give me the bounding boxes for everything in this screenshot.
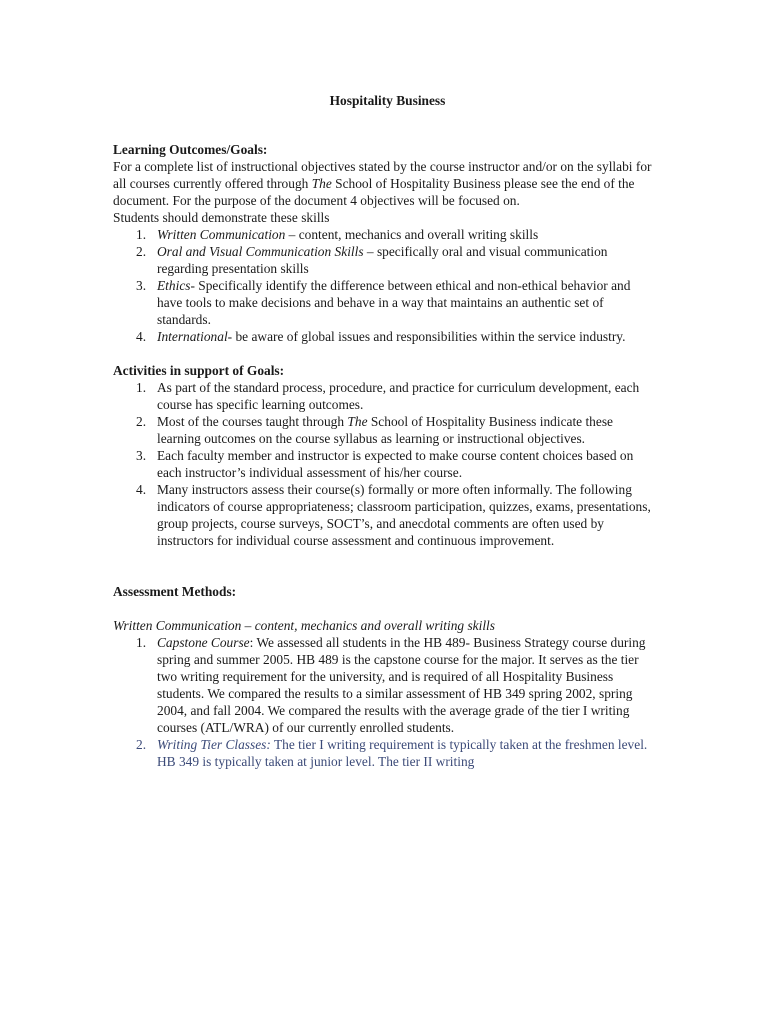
activities-list [113, 379, 658, 549]
list-number: 4. [136, 482, 147, 497]
assessment-term: Capstone Course [157, 635, 250, 650]
goal-text: - be aware of global issues and responsibilities within the service industry. [227, 329, 626, 344]
goal-term: Ethics [157, 278, 191, 293]
activity-text-post: School of Hospitality Business indicate these learning outcomes on the course syllabus as learning or instructional objectives. [157, 414, 613, 446]
activity-text-pre: Most of the courses taught through [157, 414, 348, 429]
goals-lead: Students should demonstrate these skills [113, 210, 330, 225]
list-number: 2. [136, 244, 147, 259]
spacer [113, 566, 658, 583]
list-item [113, 379, 658, 413]
goal-term: International [157, 329, 228, 344]
activity-text: Many instructors assess their course(s) formally or more often informally. The following indicators of course appropriateness; classroom participation, quizzes, exams, presentations, group projects, course surveys, SOCT’s, and anecdotal comments are often used by instructors for individual course assessment and continuous improvement. [157, 482, 651, 548]
list-item [113, 413, 658, 447]
list-number: 2. [136, 414, 147, 429]
list-item [113, 226, 658, 243]
list-number: 1. [136, 227, 147, 242]
activity-text: Each faculty member and instructor is expected to make course content choices based on each instructor’s individual assessment of his/her course. [157, 448, 634, 480]
list-item [113, 243, 658, 277]
assessment-heading: Assessment Methods: [113, 584, 237, 599]
spacer [113, 345, 658, 362]
assessment-subheading: Written Communication – content, mechanics and overall writing skills [113, 618, 495, 633]
goals-list [113, 226, 658, 345]
activity-text-em: The [347, 414, 368, 429]
spacer [113, 600, 658, 617]
assessment-term: Writing Tier Classes: [157, 737, 271, 752]
goals-intro-post: School of Hospitality Business please see the end of the document. For the purpose of the document 4 objectives will be focused on. [113, 176, 635, 208]
list-number: 4. [136, 329, 147, 344]
list-item [113, 447, 658, 481]
list-number: 1. [136, 380, 147, 395]
assessment-text: : We assessed all students in the HB 489- Business Strategy course during spring and summer 2005. HB 489 is the capstone course for the major. It serves as the tier two writing requirement for the university, and is required of all Hospitality Business students. We compared the results to a similar assessment of HB 349 spring 2002, spring 2004, and fall 2004. We compared the results with the average grade of the tier I writing courses (ATL/WRA) of our currently enrolled students. [157, 635, 646, 735]
list-number: 2. [136, 737, 147, 752]
activities-section [113, 362, 658, 549]
assessment-text: The tier I writing requirement is typically taken at the freshmen level. HB 349 is typically taken at junior level. The tier II writing [157, 737, 648, 769]
goal-text: – content, mechanics and overall writing skills [285, 227, 539, 242]
goals-intro [113, 158, 658, 209]
assessment-list [113, 634, 658, 770]
list-number: 3. [136, 448, 147, 463]
list-item [113, 481, 658, 549]
spacer [113, 549, 658, 566]
goals-section [113, 141, 658, 345]
activity-text: As part of the standard process, procedure, and practice for curriculum development, each course has specific learning outcomes. [157, 380, 640, 412]
list-item [113, 277, 658, 328]
goal-text: - Specifically identify the difference between ethical and non-ethical behavior and have tools to make decisions and behave in a way that maintains an authentic set of standards. [157, 278, 631, 327]
list-number: 3. [136, 278, 147, 293]
page-title: Hospitality Business [329, 93, 446, 108]
goal-term: Oral and Visual Communication Skills [157, 244, 364, 259]
assessment-section [113, 583, 658, 770]
activities-heading: Activities in support of Goals: [113, 363, 285, 378]
list-item [113, 736, 658, 770]
list-number: 1. [136, 635, 147, 650]
goal-text: – specifically oral and visual communication regarding presentation skills [157, 244, 608, 276]
goal-term: Written Communication [157, 227, 286, 242]
list-item [113, 328, 658, 345]
goals-intro-em: The [311, 176, 332, 191]
goals-heading: Learning Outcomes/Goals: [113, 142, 268, 157]
goals-intro-pre: For a complete list of instructional objectives stated by the course instructor and/or on the syllabi for all courses currently offered through [113, 159, 652, 191]
list-item [113, 634, 658, 736]
